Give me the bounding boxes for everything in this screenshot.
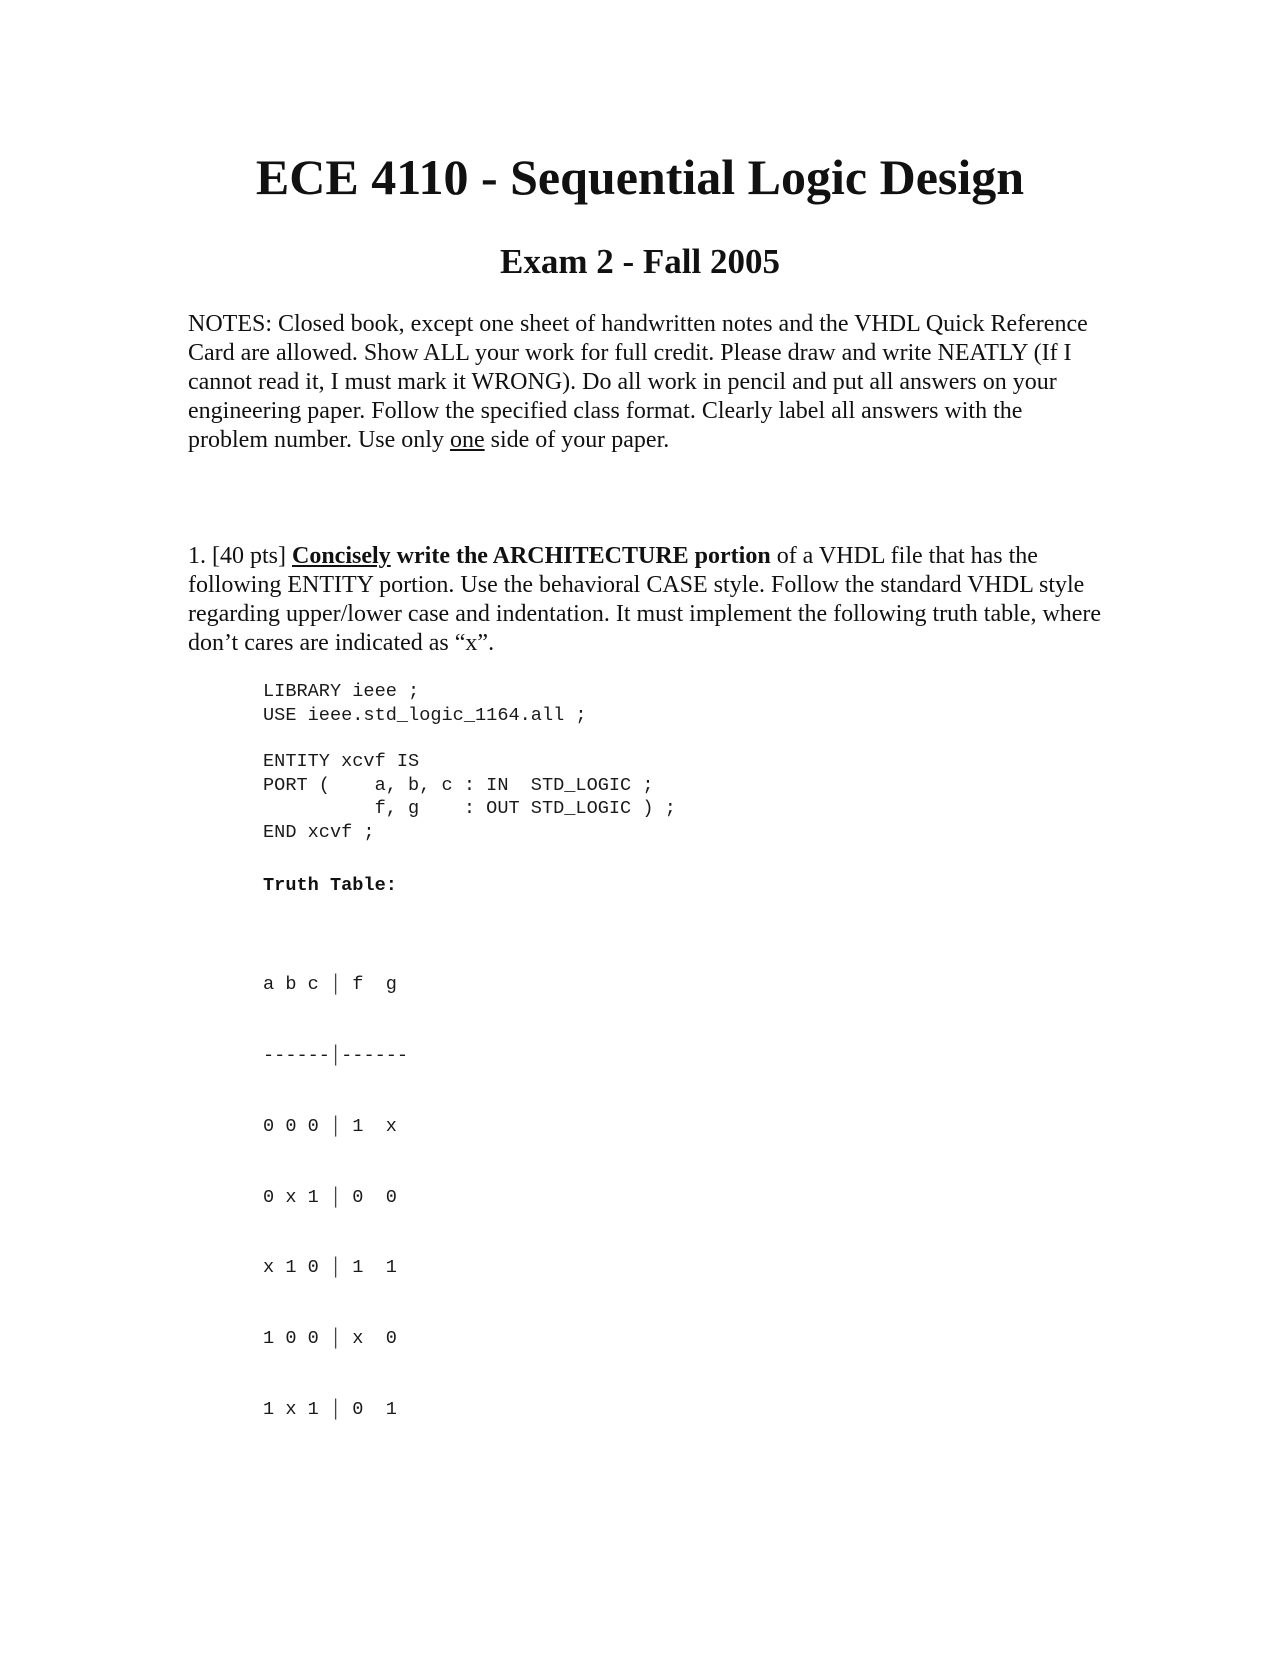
truth-table-divider: │: [318, 1115, 342, 1137]
truth-table-heading: Truth Table:: [263, 875, 397, 896]
truth-table-outputs: 1 1: [341, 1257, 397, 1279]
notes-underlined-word: one: [449, 427, 485, 453]
question-1: [188, 542, 1108, 658]
code-line: END xcvf ;: [263, 821, 375, 843]
question-number: 1. [40 pts]: [188, 543, 292, 569]
truth-table-divider: │: [318, 1186, 342, 1208]
truth-table-outputs: x 0: [341, 1328, 397, 1350]
question-concisely: Concisely: [292, 543, 391, 569]
truth-table-row: [263, 1115, 408, 1139]
truth-table-divider: │: [318, 1257, 342, 1279]
page-title: ECE 4110 - Sequential Logic Design: [255, 149, 1025, 205]
question-text: of a VHDL file that has the following ENTITY portion. Use the behavioral CASE style. Follow the standard VHDL style regarding upper/lower case and indentation. It must implement the following truth table, where don’t cares are indicated as “x”.: [188, 543, 1102, 656]
truth-table-row: [263, 1256, 408, 1280]
truth-table-header-row: [263, 973, 408, 997]
code-library-block: [263, 680, 587, 727]
truth-table-row: [263, 1186, 408, 1210]
truth-table-row: [263, 1327, 408, 1351]
truth-table-inputs: 0 x 1: [263, 1186, 319, 1208]
truth-table-input-header: a b c: [263, 974, 319, 996]
truth-table: [263, 926, 408, 1469]
code-line: f, g : OUT STD_LOGIC ) ;: [263, 798, 676, 820]
code-line: LIBRARY ieee ;: [263, 681, 420, 702]
truth-table-divider: │: [329, 1044, 342, 1066]
notes-text-end: side of your paper.: [484, 427, 670, 453]
truth-table-divider: │: [318, 1328, 342, 1350]
truth-table-outputs: 1 x: [341, 1115, 397, 1137]
truth-table-rule: ------: [263, 1044, 330, 1066]
truth-table-outputs: 0 1: [341, 1398, 397, 1420]
truth-table-rule: ------: [341, 1044, 409, 1066]
truth-table-row: [263, 1398, 408, 1422]
question-bold-instruction: write the ARCHITECTURE portion: [390, 543, 771, 569]
truth-table-divider: │: [318, 974, 342, 996]
truth-table-inputs: 1 0 0: [263, 1328, 319, 1350]
truth-table-inputs: 1 x 1: [263, 1398, 319, 1420]
code-line: PORT ( a, b, c : IN STD_LOGIC ;: [263, 774, 654, 796]
code-line: ENTITY xcvf IS: [263, 751, 420, 772]
code-entity-block: [263, 750, 676, 844]
truth-table-rule-row: [263, 1044, 408, 1068]
notes-text: NOTES: Closed book, except one sheet of handwritten notes and the VHDL Quick Reference Card are allowed. Show ALL your work for full credit. Please draw and write NEATLY (If I cannot read it, I must mark it WRONG). Do all work in pencil and put all answers on your engineering paper. Follow the specified class format. Clearly label all answers with the problem number. Use only: [188, 311, 1088, 453]
exam-notes: [188, 310, 1108, 455]
truth-table-inputs: x 1 0: [263, 1257, 319, 1279]
exam-subtitle: Exam 2 - Fall 2005: [500, 242, 780, 281]
truth-table-outputs: 0 0: [341, 1186, 397, 1208]
truth-table-output-header: f g: [341, 974, 397, 996]
truth-table-inputs: 0 0 0: [263, 1115, 319, 1137]
code-line: USE ieee.std_logic_1164.all ;: [263, 704, 587, 726]
truth-table-divider: │: [318, 1398, 342, 1420]
